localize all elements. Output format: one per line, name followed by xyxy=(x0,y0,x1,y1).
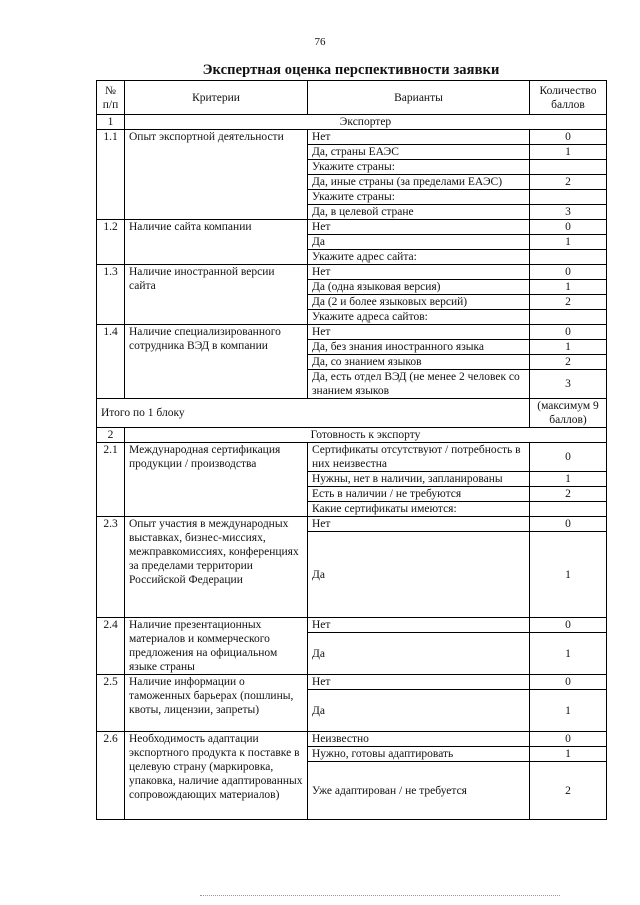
document-title: Экспертная оценка перспективности заявки xyxy=(202,62,500,78)
table-row xyxy=(97,675,607,690)
option-points: 0 xyxy=(530,220,607,235)
option-points xyxy=(530,250,607,265)
option-text: Укажите адрес сайта: xyxy=(308,250,530,265)
option-text: Да (2 и более языковых версий) xyxy=(308,295,530,310)
option-text: Укажите адреса сайтов: xyxy=(308,310,530,325)
option-points: 0 xyxy=(530,325,607,340)
option-text: Нет xyxy=(308,325,530,340)
row-num: 2.5 xyxy=(97,675,125,732)
row-criterion: Опыт участия в международных выставках, бизнес-миссиях, межправкомиссиях, конференциях за пределами территории Российской Федерации xyxy=(125,517,308,618)
option-points: 0 xyxy=(530,265,607,280)
option-text: Нет xyxy=(308,517,530,532)
option-text: Да, в целевой стране xyxy=(308,205,530,220)
option-points: 1 xyxy=(530,633,607,675)
option-points: 0 xyxy=(530,443,607,472)
header-options: Варианты xyxy=(308,81,530,115)
table-row xyxy=(97,130,607,145)
option-text: Нужно, готовы адаптировать xyxy=(308,747,530,762)
option-text: Да xyxy=(308,633,530,675)
option-text: Нет xyxy=(308,265,530,280)
option-points xyxy=(530,502,607,517)
table-row xyxy=(97,732,607,747)
option-text: Нет xyxy=(308,220,530,235)
option-text: Нет xyxy=(308,618,530,633)
option-text: Да, без знания иностранного языка xyxy=(308,340,530,355)
total-row xyxy=(97,399,607,428)
option-points: 0 xyxy=(530,675,607,690)
header-num: № п/п xyxy=(97,81,125,115)
option-points: 2 xyxy=(530,295,607,310)
section-title: Экспортер xyxy=(125,115,607,130)
option-text: Сертификаты отсутствуют / потребность в них неизвестна xyxy=(308,443,530,472)
option-points: 1 xyxy=(530,472,607,487)
total-label: Итого по 1 блоку xyxy=(97,399,530,428)
table-row xyxy=(97,325,607,340)
option-text: Есть в наличии / не требуются xyxy=(308,487,530,502)
row-num: 1.4 xyxy=(97,325,125,399)
option-text: Да xyxy=(308,532,530,618)
option-text: Нет xyxy=(308,130,530,145)
table-row xyxy=(97,618,607,633)
option-points xyxy=(530,160,607,175)
row-num: 1.2 xyxy=(97,220,125,265)
section-num: 2 xyxy=(97,428,125,443)
option-text: Да xyxy=(308,690,530,732)
table-header-row xyxy=(97,81,607,115)
option-points: 1 xyxy=(530,690,607,732)
option-points: 3 xyxy=(530,370,607,399)
table-row xyxy=(97,517,607,532)
option-text: Неизвестно xyxy=(308,732,530,747)
table-row xyxy=(97,265,607,280)
option-text: Уже адаптирован / не требуется xyxy=(308,762,530,820)
row-criterion: Международная сертификация продукции / производства xyxy=(125,443,308,517)
option-points: 3 xyxy=(530,205,607,220)
header-criteria: Критерии xyxy=(125,81,308,115)
row-num: 2.6 xyxy=(97,732,125,820)
option-points xyxy=(530,190,607,205)
total-value: (максимум 9 баллов) xyxy=(530,399,607,428)
option-points: 0 xyxy=(530,618,607,633)
header-points: Количество баллов xyxy=(530,81,607,115)
row-criterion: Наличие сайта компании xyxy=(125,220,308,265)
option-points: 1 xyxy=(530,235,607,250)
option-text: Да, иные страны (за пределами ЕАЭС) xyxy=(308,175,530,190)
row-criterion: Необходимость адаптации экспортного продукта к поставке в целевую страну (маркировка, упаковка, наличие адаптированных сопровождающих материалов) xyxy=(125,732,308,820)
option-points: 1 xyxy=(530,280,607,295)
option-text: Нужны, нет в наличии, запланированы xyxy=(308,472,530,487)
row-criterion: Наличие иностранной версии сайта xyxy=(125,265,308,325)
section-row-1 xyxy=(97,115,607,130)
option-points: 0 xyxy=(530,517,607,532)
row-num: 2.4 xyxy=(97,618,125,675)
row-num: 2.3 xyxy=(97,517,125,618)
option-text: Да, страны ЕАЭС xyxy=(308,145,530,160)
row-num: 2.1 xyxy=(97,443,125,517)
row-num: 1.3 xyxy=(97,265,125,325)
row-criterion: Наличие специализированного сотрудника ВЭД в компании xyxy=(125,325,308,399)
row-criterion: Опыт экспортной деятельности xyxy=(125,130,308,220)
option-text: Да, есть отдел ВЭД (не менее 2 человек со знанием языков xyxy=(308,370,530,399)
option-points: 2 xyxy=(530,487,607,502)
option-text: Укажите страны: xyxy=(308,160,530,175)
option-points: 1 xyxy=(530,340,607,355)
option-text: Нет xyxy=(308,675,530,690)
row-criterion: Наличие презентационных материалов и коммерческого предложения на официальном языке страны xyxy=(125,618,308,675)
option-points: 1 xyxy=(530,145,607,160)
option-points: 2 xyxy=(530,762,607,820)
option-points: 1 xyxy=(530,747,607,762)
footer-divider xyxy=(200,895,560,897)
section-title: Готовность к экспорту xyxy=(125,428,607,443)
table-row xyxy=(97,443,607,472)
option-points: 2 xyxy=(530,175,607,190)
option-points: 2 xyxy=(530,355,607,370)
option-text: Да, со знанием языков xyxy=(308,355,530,370)
row-num: 1.1 xyxy=(97,130,125,220)
table-row xyxy=(97,220,607,235)
section-row-2 xyxy=(97,428,607,443)
page-number: 76 xyxy=(314,36,326,48)
option-text: Укажите страны: xyxy=(308,190,530,205)
option-text: Да (одна языковая версия) xyxy=(308,280,530,295)
option-points xyxy=(530,310,607,325)
evaluation-table xyxy=(96,80,607,820)
section-num: 1 xyxy=(97,115,125,130)
option-points: 1 xyxy=(530,532,607,618)
option-text: Да xyxy=(308,235,530,250)
row-criterion: Наличие информации о таможенных барьерах (пошлины, квоты, лицензии, запреты) xyxy=(125,675,308,732)
option-text: Какие сертификаты имеются: xyxy=(308,502,530,517)
option-points: 0 xyxy=(530,130,607,145)
option-points: 0 xyxy=(530,732,607,747)
